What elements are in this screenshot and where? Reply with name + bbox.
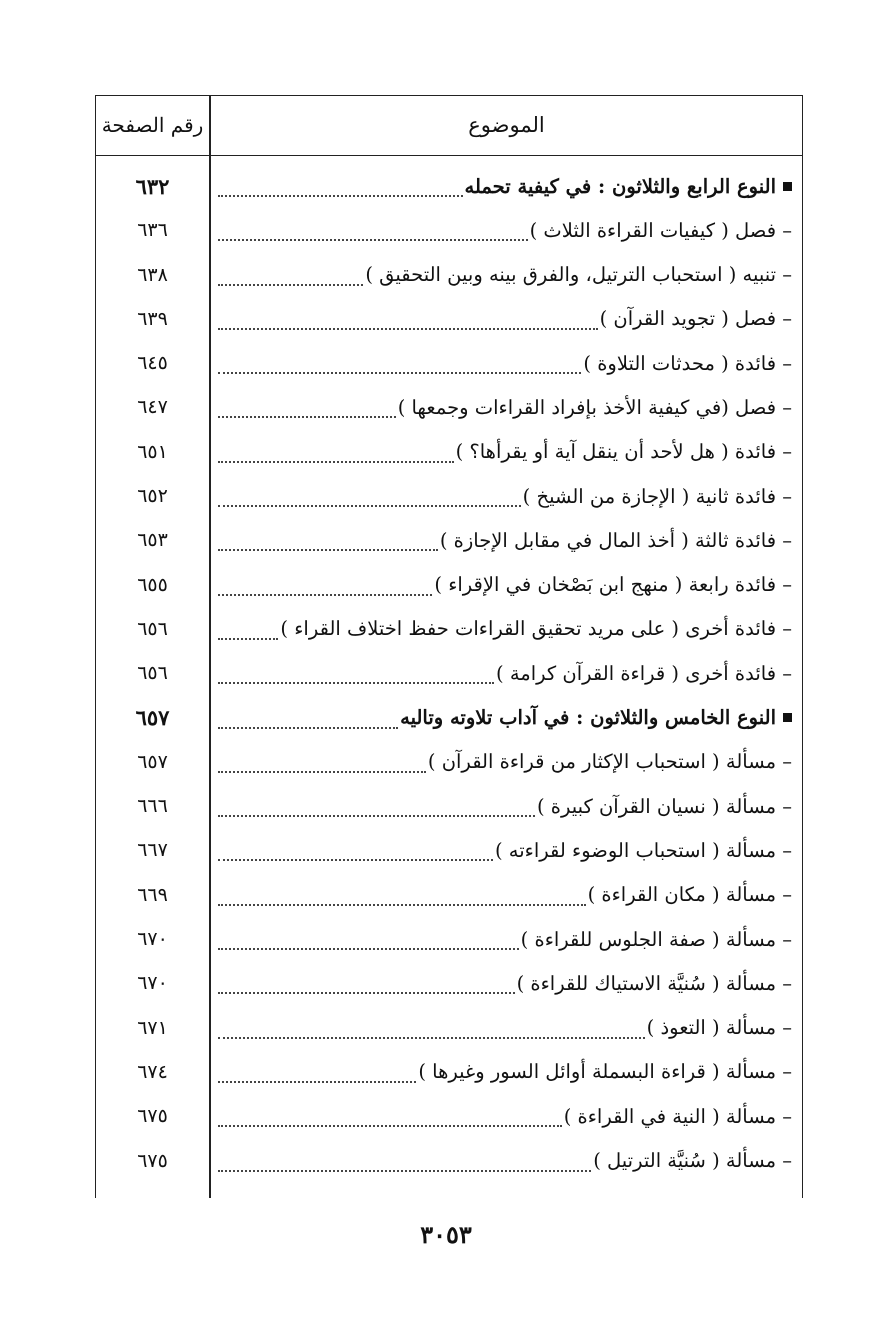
toc-entry [96,961,802,1005]
toc-entry-page: ٦٣٦ [137,219,168,242]
toc-entry-topic [218,297,792,341]
toc-entry-topic [218,164,792,208]
toc-entry-title: – فائدة رابعة ( منهج ابن بَصْخان في الإقراء ) [434,573,792,597]
toc-entry-page: ٦٦٧ [137,839,168,862]
toc-entry-topic [218,873,792,917]
toc-entry-title: – فصل ( كيفيات القراءة الثلاث ) [529,218,792,242]
toc-entry-title: النوع الخامس والثلاثون : في آداب تلاوته وتاليه [400,706,776,730]
table-header [96,96,802,156]
dot-leader [218,626,278,640]
toc-entry-title: – مسألة ( صفة الجلوس للقراءة ) [520,927,792,951]
dot-leader [218,759,426,773]
toc-entry [96,828,802,872]
dot-leader [218,449,454,463]
toc-entry-page: ٦٥٣ [137,529,168,552]
toc-entry [96,740,802,784]
toc-entry-title: – فائدة ثانية ( الإجازة من الشيخ ) [522,484,792,508]
toc-entry-topic [218,1139,792,1183]
toc-entry-topic [218,385,792,429]
toc-entry-topic [218,740,792,784]
toc-entry-page: ٦٥٧ [137,750,168,773]
dot-leader [218,537,438,551]
dot-leader [218,670,494,684]
toc-entry-page: ٦٧٠ [137,972,168,995]
toc-entry-page: ٦٣٨ [137,263,168,286]
toc-entry-topic [218,563,792,607]
square-bullet-icon [783,713,792,722]
toc-entry-page: ٦٥٦ [137,662,168,685]
toc-entry-title: – مسألة ( استحباب الإكثار من قراءة القرآن ) [427,750,792,774]
toc-entry-topic [218,474,792,518]
toc-entry-title: – مسألة ( قراءة البسملة أوائل السور وغيرها ) [418,1060,792,1084]
toc-entry [96,873,802,917]
toc-entry-title: – مسألة ( مكان القراءة ) [587,883,792,907]
toc-entry-title: – فائدة ( محدثات التلاوة ) [583,351,792,375]
toc-entry-topic [218,341,792,385]
toc-entry-title: – فصل (في كيفية الأخذ بإفراد القراءات وجمعها ) [397,395,792,419]
toc-entry [96,341,802,385]
toc-entry-title: – فائدة ( هل لأحد أن ينقل آية أو يقرأها؟ ) [455,440,792,464]
toc-entry-page: ٦٣٩ [137,307,168,330]
dot-leader [218,493,521,507]
toc-entry-title: – مسألة ( سُنيَّة الاستياك للقراءة ) [516,971,792,995]
toc-entry-title: – فائدة أخرى ( على مريد تحقيق القراءات حفظ اختلاف القراء ) [280,617,792,641]
toc-entry-topic [218,1094,792,1138]
page-number: ٣٠٥٣ [420,1220,472,1249]
toc-entry-title: – فصل ( تجويد القرآن ) [599,307,792,331]
toc-entry-topic [218,784,792,828]
dot-leader [218,715,398,729]
toc-entry-page: ٦٥٦ [137,617,168,640]
dot-leader [218,404,396,418]
toc-entry [96,518,802,562]
toc-entry-page: ٦٥٧ [135,705,170,731]
toc-entry-topic [218,1050,792,1094]
dot-leader [218,183,463,197]
toc-entry-page: ٦٧٠ [137,928,168,951]
header-page-number: رقم الصفحة [101,113,204,137]
dot-leader [218,892,586,906]
toc-entry-topic [218,607,792,651]
toc-entry-topic [218,208,792,252]
toc-entry [96,474,802,518]
dot-leader [218,1069,416,1083]
dot-leader [218,316,598,330]
toc-entry [96,1006,802,1050]
toc-entry-page: ٦٦٩ [137,883,168,906]
toc-table [95,95,803,1198]
toc-entry-topic [218,961,792,1005]
toc-entry-title: – مسألة ( سُنيَّة الترتيل ) [593,1149,792,1173]
toc-entry [96,297,802,341]
dot-leader [218,582,432,596]
toc-entry-title: – تنبيه ( استحباب الترتيل، والفرق بينه وبين التحقيق ) [365,263,792,287]
toc-entry-page: ٦٥١ [137,440,168,463]
toc-entry-topic [218,696,792,740]
toc-entry [96,208,802,252]
toc-entry [96,1094,802,1138]
toc-entry-topic [218,253,792,297]
dot-leader [218,936,519,950]
toc-entry-topic [218,917,792,961]
toc-entry [96,784,802,828]
toc-entry [96,385,802,429]
toc-entry-page: ٦٤٧ [137,396,168,419]
toc-entry-page: ٦٧١ [137,1016,168,1039]
dot-leader [218,847,493,861]
toc-entry-title: – فائدة ثالثة ( أخذ المال في مقابل الإجازة ) [439,528,792,552]
toc-entry-topic [218,828,792,872]
toc-entry-page: ٦٧٤ [137,1060,168,1083]
dot-leader [218,1025,645,1039]
toc-entry-title: – مسألة ( استحباب الوضوء لقراءته ) [494,838,792,862]
toc-entry [96,1050,802,1094]
toc-entry [96,563,802,607]
dot-leader [218,1158,591,1172]
toc-entry-page: ٦٤٥ [137,352,168,375]
dot-leader [218,227,528,241]
toc-entry [96,430,802,474]
toc-entry-page: ٦٦٦ [137,795,168,818]
dot-leader [218,360,581,374]
dot-leader [218,980,515,994]
toc-entry [96,917,802,961]
dot-leader [218,803,535,817]
toc-entry-topic [218,430,792,474]
toc-rows [96,164,802,1183]
dot-leader [218,272,363,286]
toc-entry [96,651,802,695]
toc-entry-title: – مسألة ( التعوذ ) [646,1016,792,1040]
toc-entry-topic [218,518,792,562]
toc-entry-page: ٦٥٥ [137,573,168,596]
toc-entry [96,696,802,740]
header-topic: الموضوع [468,113,545,137]
toc-entry [96,607,802,651]
square-bullet-icon [783,182,792,191]
toc-entry-page: ٦٧٥ [137,1149,168,1172]
dot-leader [218,1113,562,1127]
toc-entry [96,1139,802,1183]
toc-entry [96,164,802,208]
toc-entry-page: ٦٣٢ [135,173,170,199]
toc-entry-topic [218,651,792,695]
toc-entry-title: – مسألة ( نسيان القرآن كبيرة ) [536,794,792,818]
toc-entry-topic [218,1006,792,1050]
toc-entry-page: ٦٧٥ [137,1105,168,1128]
toc-entry-page: ٦٥٢ [137,485,168,508]
toc-entry-title: – فائدة أخرى ( قراءة القرآن كرامة ) [496,661,792,685]
toc-entry [96,253,802,297]
toc-entry-title: النوع الرابع والثلاثون : في كيفية تحمله [464,174,776,198]
toc-entry-title: – مسألة ( النية في القراءة ) [563,1104,792,1128]
